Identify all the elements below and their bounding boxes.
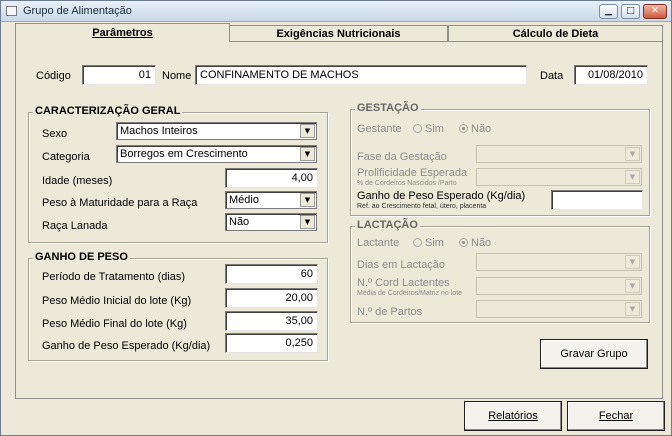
radio-selected-icon [459, 124, 468, 133]
ganho-gestacao-label: Ganho de Peso Esperado (Kg/dia) [357, 190, 526, 202]
radio-icon [413, 238, 422, 247]
nome-field[interactable]: CONFINAMENTO DE MACHOS [195, 65, 527, 85]
categoria-select[interactable] [116, 145, 317, 163]
nao-label: Não [471, 123, 492, 135]
peso-maturidade-value: Médio [229, 194, 259, 206]
dias-lactacao-select[interactable] [476, 253, 642, 271]
fechar-button[interactable] [567, 401, 665, 431]
close-button[interactable]: ✕ [643, 4, 667, 19]
chevron-down-icon[interactable]: ▼ [300, 147, 315, 161]
nome-label: Nome [162, 70, 192, 82]
prolificidade-select[interactable] [476, 168, 642, 186]
gravar-grupo-button[interactable]: Gravar Grupo [540, 339, 648, 369]
chevron-down-icon[interactable]: ▼ [625, 255, 640, 269]
categoria-value: Borregos em Crescimento [120, 148, 248, 160]
raca-lanada-value: Não [229, 216, 250, 228]
chevron-down-icon[interactable]: ▼ [300, 193, 315, 207]
lactante-nao-radio[interactable] [459, 237, 491, 249]
prolificidade-label: Prolificidade Esperada [357, 167, 468, 179]
tab-panel [15, 41, 663, 399]
sexo-label: Sexo [42, 128, 68, 140]
fase-gestacao-label: Fase da Gestação [357, 151, 447, 163]
raca-lanada-select[interactable] [225, 213, 317, 231]
peso-final-label: Peso Médio Final do lote (Kg) [42, 318, 187, 330]
nao-label: Não [471, 237, 492, 249]
maximize-button[interactable]: □ [621, 4, 640, 19]
lactante-sim-radio[interactable] [413, 237, 444, 249]
tab-label: Exigências Nutricionais [276, 28, 401, 40]
data-label: Data [540, 70, 564, 82]
tab-exigencias[interactable] [229, 25, 448, 42]
codigo-label: Código [36, 70, 71, 82]
chevron-down-icon[interactable]: ▼ [300, 124, 315, 138]
ganho-peso-title: GANHO DE PESO [35, 251, 128, 263]
tab-calculo-dieta[interactable] [448, 25, 663, 42]
app-icon [6, 6, 17, 16]
sexo-value: Machos Inteiros [120, 125, 198, 137]
tab-label: Cálculo de Dieta [512, 28, 599, 40]
ganho-esperado-label: Ganho de Peso Esperado (Kg/dia) [42, 340, 211, 352]
partos-select[interactable] [476, 300, 642, 318]
relatorios-button[interactable] [464, 401, 562, 431]
dias-lactacao-label: Dias em Lactação [357, 259, 446, 271]
lactante-label: Lactante [357, 237, 400, 249]
sexo-select[interactable] [116, 122, 317, 140]
radio-selected-icon [459, 238, 468, 247]
peso-maturidade-label: Peso à Maturidade para a Raça [42, 197, 198, 209]
gestante-label: Gestante [357, 123, 402, 135]
sim-label: Sim [425, 237, 444, 249]
title-bar [1, 1, 671, 22]
chevron-down-icon[interactable]: ▼ [300, 215, 315, 229]
peso-inicial-label: Peso Médio Inicial do lote (Kg) [42, 295, 192, 307]
peso-final-field[interactable]: 35,00 [225, 311, 318, 331]
ganho-esperado-field[interactable]: 0,250 [225, 333, 318, 353]
cord-lactentes-label: N.º Cord Lactentes [357, 277, 450, 289]
cord-lactentes-select[interactable] [476, 277, 642, 295]
cord-lactentes-sublabel: Média de Cordeiros/Matriz no lote [357, 290, 463, 297]
ganho-gestacao-field[interactable] [551, 190, 643, 210]
periodo-label: Período de Tratamento (dias) [42, 271, 186, 283]
minimize-button[interactable]: ▁ [599, 4, 618, 19]
idade-field[interactable]: 4,00 [225, 168, 318, 188]
tab-label: Parâmetros [92, 27, 153, 39]
chevron-down-icon[interactable]: ▼ [625, 302, 640, 316]
chevron-down-icon[interactable]: ▼ [625, 279, 640, 293]
gestante-nao-radio[interactable] [459, 123, 491, 135]
sim-label: Sim [425, 123, 444, 135]
periodo-field[interactable]: 60 [225, 264, 318, 284]
peso-maturidade-select[interactable] [225, 191, 317, 209]
fechar-label: Fechar [598, 410, 634, 422]
tab-parametros[interactable] [15, 23, 230, 42]
chevron-down-icon[interactable]: ▼ [625, 147, 640, 161]
relatorios-label: Relatórios [488, 410, 538, 422]
raca-lanada-label: Raça Lanada [42, 220, 108, 232]
peso-inicial-field[interactable]: 20,00 [225, 288, 318, 308]
partos-label: N.º de Partos [357, 306, 423, 318]
gestacao-title: GESTAÇÃO [357, 102, 419, 114]
chevron-down-icon[interactable]: ▼ [625, 170, 640, 184]
prolificidade-sublabel: % de Cordeiros Nascidos /Parto [357, 180, 457, 187]
fase-gestacao-select[interactable] [476, 145, 642, 163]
radio-icon [413, 124, 422, 133]
codigo-field[interactable]: 01 [82, 65, 156, 85]
gestante-sim-radio[interactable] [413, 123, 444, 135]
idade-label: Idade (meses) [42, 175, 113, 187]
categoria-label: Categoria [42, 151, 90, 163]
ganho-gestacao-sublabel: Ref. ao Crescimento fetal, útero, placenta [357, 203, 487, 210]
caracterizacao-title: CARACTERIZAÇÃO GERAL [35, 105, 181, 117]
lactacao-title: LACTAÇÃO [357, 219, 418, 231]
window-title: Grupo de Alimentação [23, 5, 132, 17]
data-field[interactable]: 01/08/2010 [574, 65, 648, 85]
